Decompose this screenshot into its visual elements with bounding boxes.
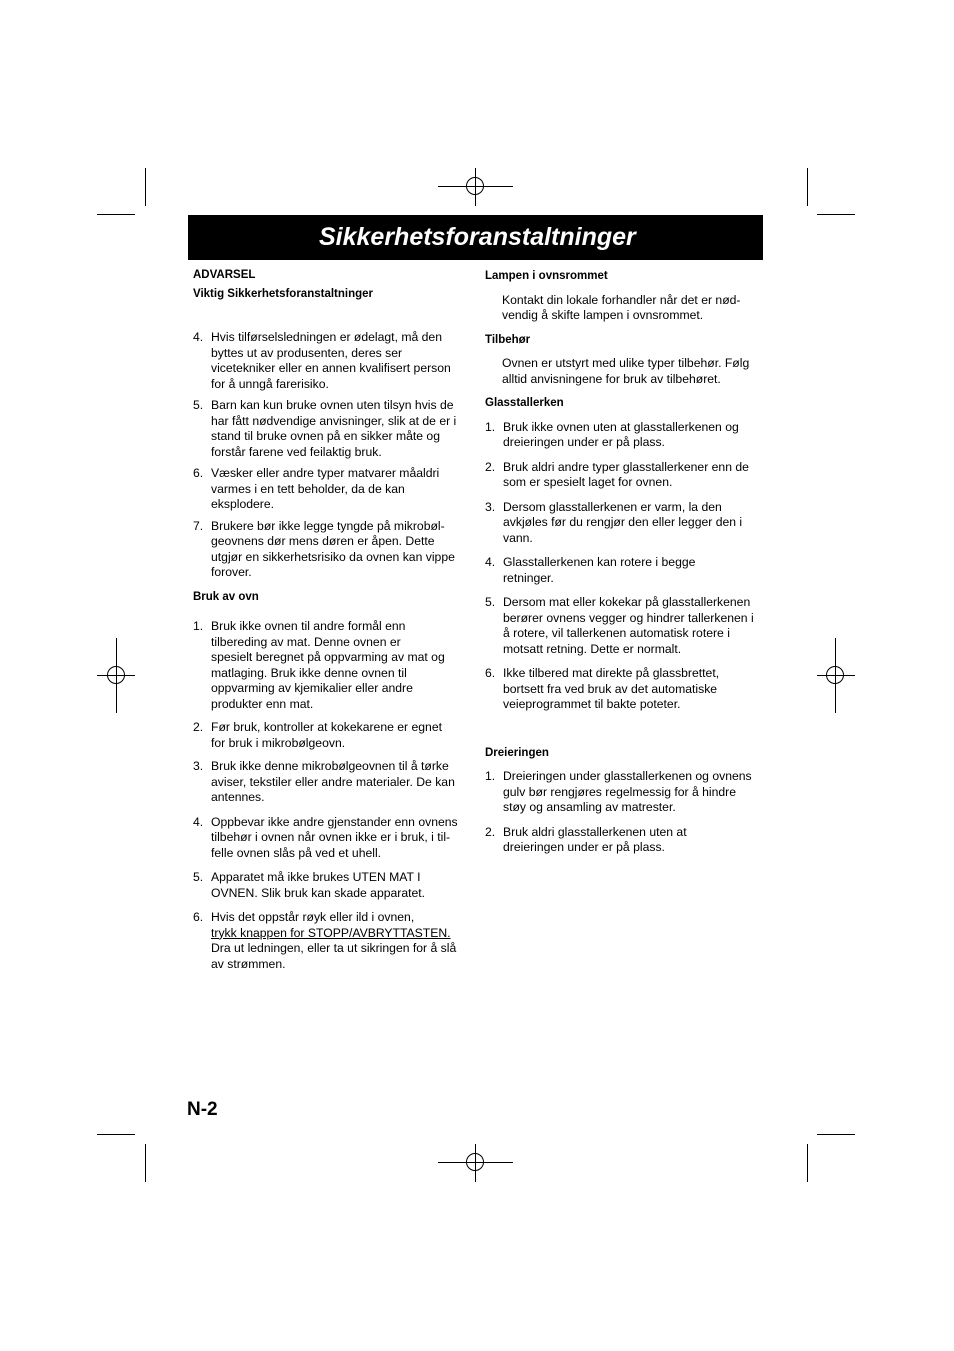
list-item: 4. Hvis tilførselsledningen er ødelagt, må den byttes ut av produsenten, deres ser vicetekniker eller en annen kvalifisert person for å unngå farerisiko.	[193, 330, 451, 391]
list-item: 3. Dersom glasstallerkenen er varm, la den avkjøles før du rengjør den eller legger den i vann.	[485, 499, 743, 545]
section-heading-dreieringen: Dreieringen	[485, 746, 549, 759]
list-item: 6. Væsker eller andre typer matvarer måaldri varmes i en tett beholder, da de kan eksplodere.	[193, 466, 440, 511]
list-item: 7. Brukere bør ikke legge tyngde på mikrobøl- geovnens dør mens døren er åpen. Dette utgjør en sikkerhetsrisiko da ovnen kan vippe forover.	[193, 518, 455, 579]
section-heading-lampen: Lampen i ovnsrommet	[485, 270, 608, 282]
crop-mark	[145, 1144, 146, 1182]
safety-list	[193, 330, 473, 581]
list-item: 5. Barn kan kun bruke ovnen uten tilsyn hvis de har fått nødvendige anvisninger, slik at de er i stand til bruke ovnen på en sikker måte og forstår farene ved feilaktig bruk.	[193, 398, 457, 459]
warning-heading: ADVARSEL	[193, 269, 256, 281]
crop-mark	[145, 168, 146, 206]
title-bar	[188, 215, 763, 260]
left-column	[193, 268, 473, 972]
crop-mark	[817, 214, 855, 215]
list-item: 6. Hvis det oppstår røyk eller ild i ovnen, trykk knappen for STOPP/AVBRYTTASTEN. Dra ut ledningen, eller ta ut sikringen for å slå av strømmen.	[193, 910, 457, 971]
ring-list	[485, 769, 770, 856]
section-heading-glasstallerken: Glasstallerken	[485, 397, 564, 409]
page-title: Sikkerhetsforanstaltninger	[319, 223, 636, 251]
list-item: 2. Før bruk, kontroller at kokekarene er egnet for bruk i mikrobølgeovn.	[193, 720, 442, 750]
list-item: 5. Apparatet må ikke brukes UTEN MAT I OVNEN. Slik bruk kan skade apparatet.	[193, 870, 426, 900]
list-item: 2. Bruk aldri andre typer glasstallerkener enn de som er spesielt laget for ovnen.	[485, 459, 749, 489]
lamp-paragraph: Kontakt din lokale forhandler når det er nød- vendig å skifte lampen i ovnsrommet.	[502, 292, 741, 322]
list-item: 3. Bruk ikke denne mikrobølgeovnen til å tørke aviser, tekstiler eller andre materialer. De kan antennes.	[193, 759, 455, 804]
section-heading-bruk-av-ovn: Bruk av ovn	[193, 590, 259, 603]
page-number: N-2	[187, 1099, 218, 1120]
right-column	[485, 269, 770, 856]
crop-mark	[807, 168, 808, 206]
crop-mark	[97, 1134, 135, 1135]
list-item: 2. Bruk aldri glasstallerkenen uten at dreieringen under er på plass.	[485, 824, 687, 854]
list-item: 1. Bruk ikke ovnen uten at glasstallerkenen og dreieringen under er på plass.	[485, 419, 739, 449]
list-item: 1. Bruk ikke ovnen til andre formål enn tilbereding av mat. Denne ovnen er spesielt beregnet på oppvarming av mat og matlaging. Bruk ikke denne ovnen til oppvarming av kjemikalier eller andre produkter enn mat.	[193, 619, 445, 711]
glass-list	[485, 420, 770, 713]
list-item: 4. Glasstallerkenen kan rotere i begge retninger.	[485, 555, 696, 585]
stop-instruction: trykk knappen for STOPP/AVBRYTTASTEN.	[211, 925, 451, 940]
list-item: 6. Ikke tilbered mat direkte på glassbrettet, bortsett fra ved bruk av det automatiske veieprogrammet til bakte poteter.	[485, 666, 720, 711]
crop-mark	[817, 1134, 855, 1135]
accessory-paragraph: Ovnen er utstyrt med ulike typer tilbehør. Følg alltid anvisningene for bruk av tilbehøret.	[502, 356, 750, 386]
list-item: 5. Dersom mat eller kokekar på glasstallerkenen berører ovnens vegger og hindrer tallerkenen i å rotere, vil tallerkenen automatisk rotere i motsatt retning. Dette er normalt.	[485, 595, 754, 656]
section-heading-tilbehor: Tilbehør	[485, 333, 531, 346]
list-item: 1. Dreieringen under glasstallerkenen og ovnens gulv bør rengjøres regelmessig for å hindre støy og ansamling av matrester.	[485, 769, 752, 814]
usage-list	[193, 619, 473, 972]
crop-mark	[807, 1144, 808, 1182]
subtitle-heading: Viktig Sikkerhetsforanstaltninger	[193, 287, 374, 300]
crop-mark	[97, 214, 135, 215]
list-item: 4. Oppbevar ikke andre gjenstander enn ovnens tilbehør i ovnen når ovnen ikke er i bruk, i til- felle ovnen slås på ved et uhell.	[193, 814, 458, 860]
